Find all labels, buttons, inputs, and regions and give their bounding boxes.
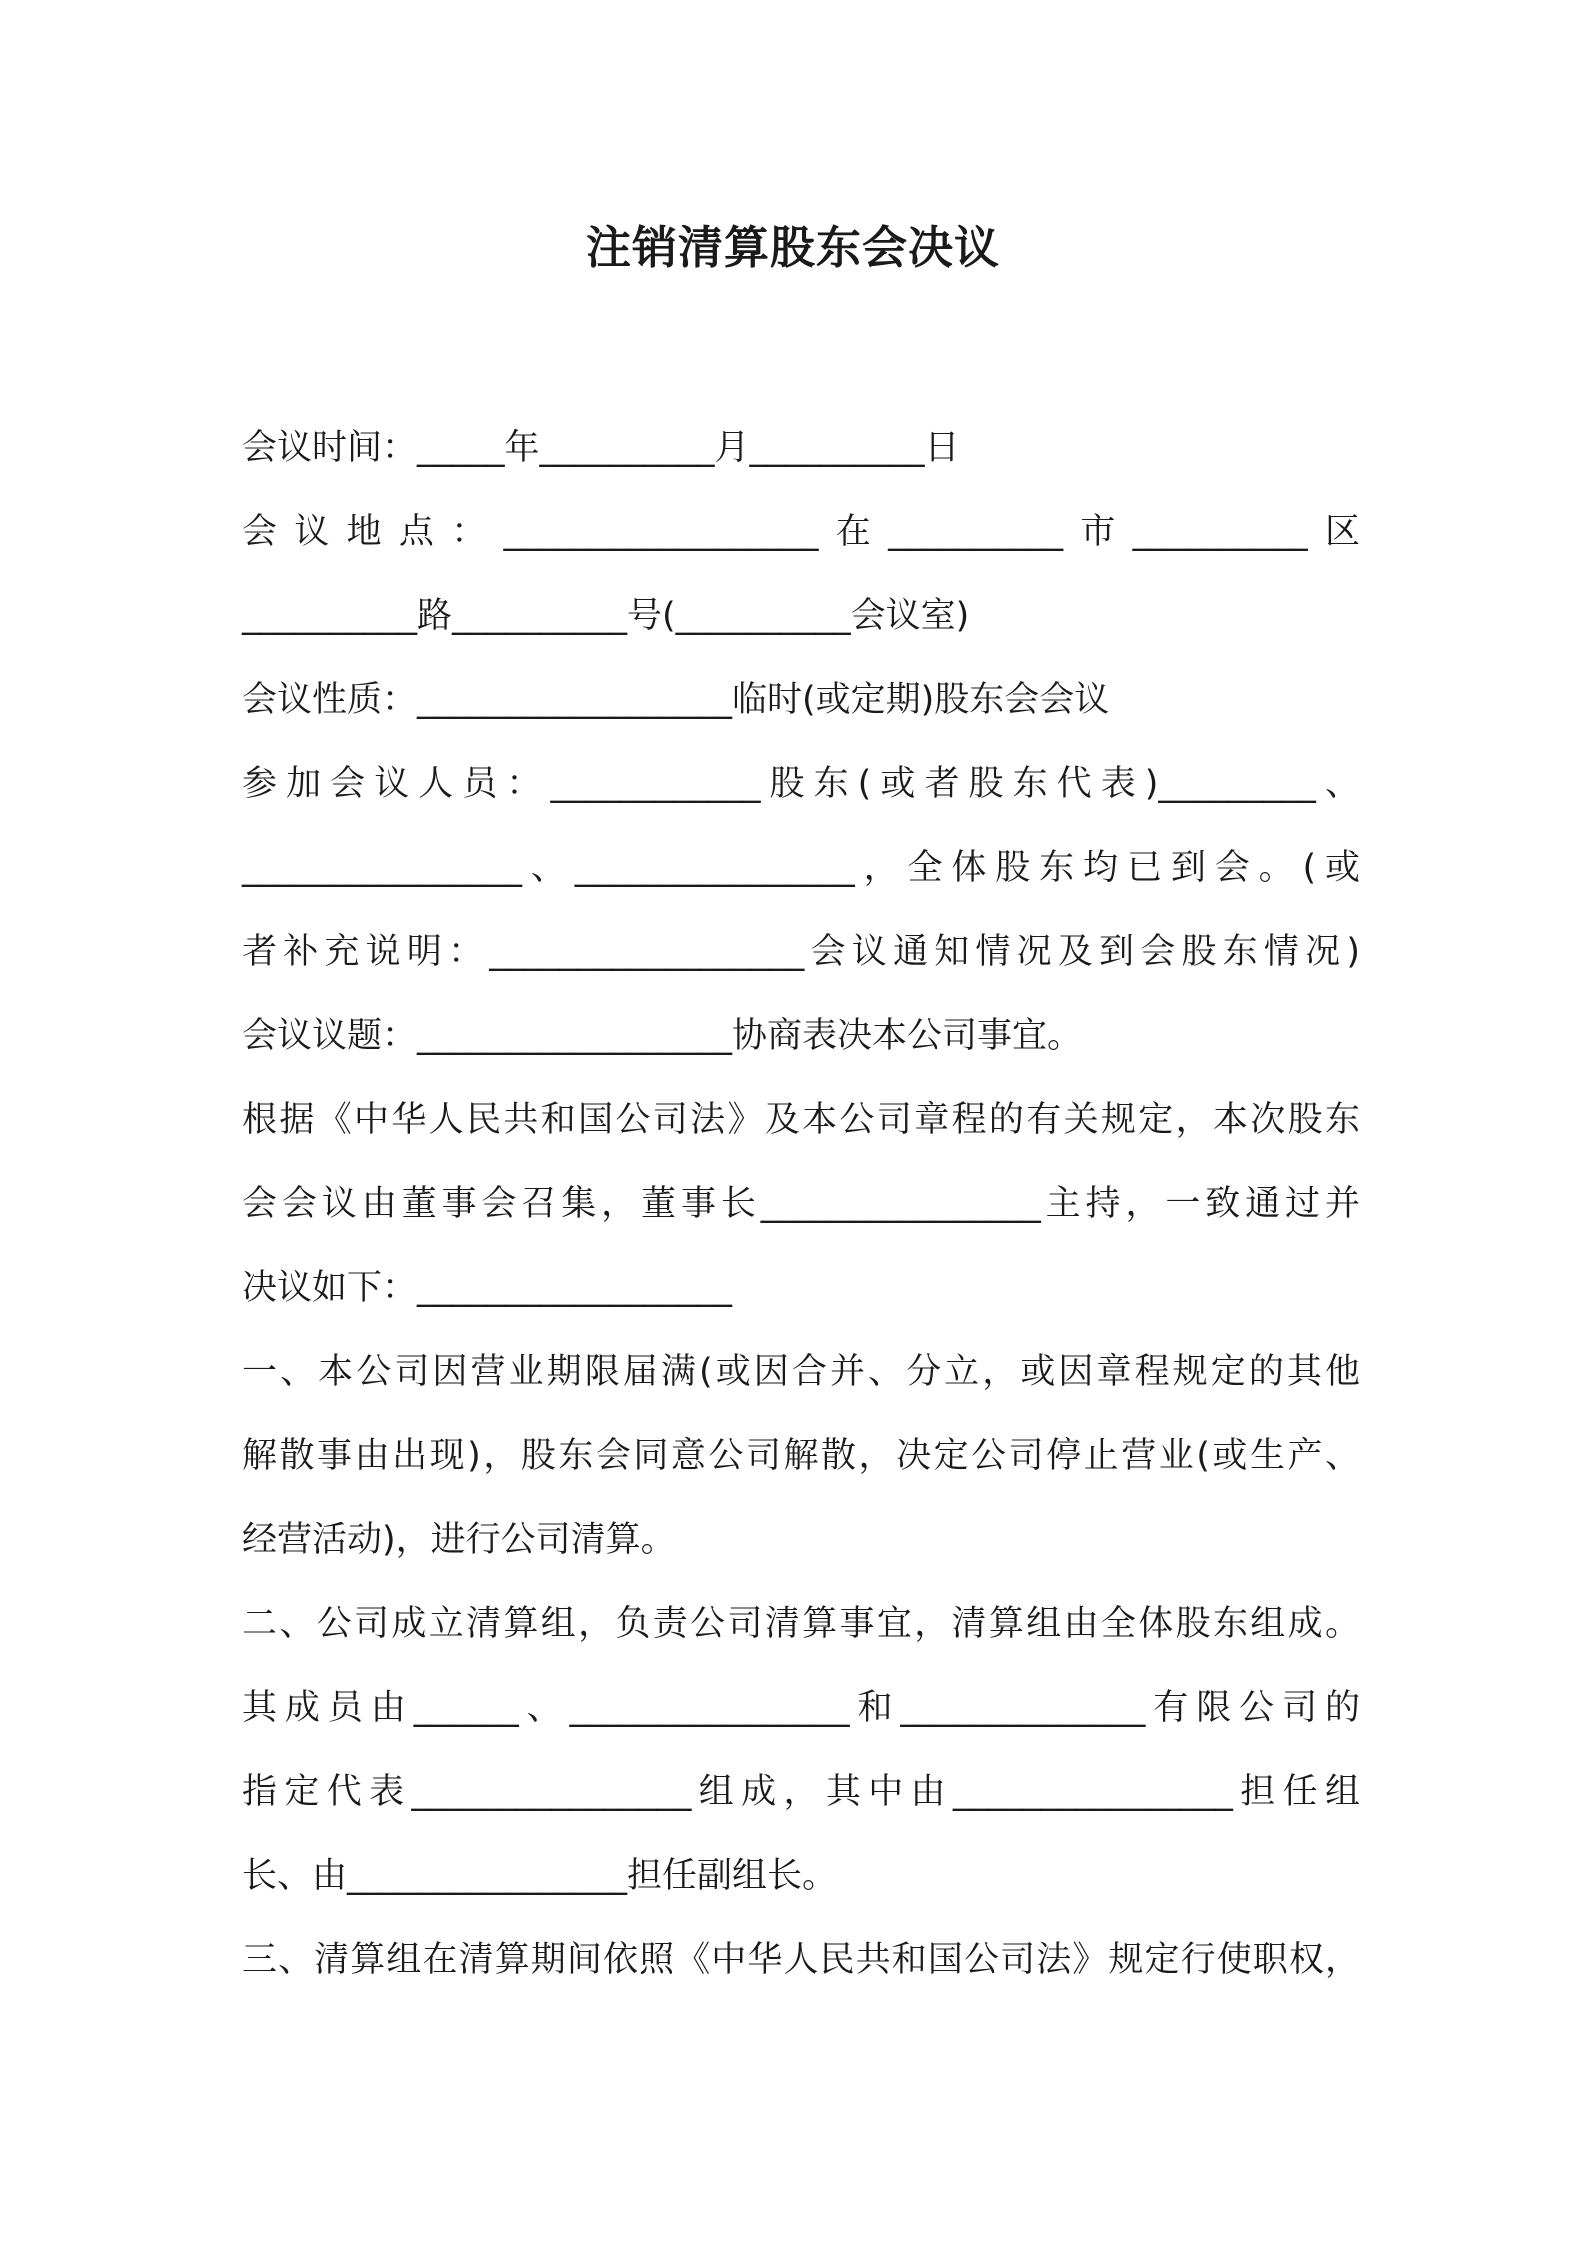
resolution-intro-line: 根据《中华人民共和国公司法》及本公司章程的有关规定，本次股东	[242, 1100, 1360, 1140]
resolution-intro-continued-line: 会会议由董事会召集，董事长________________主持，一致通过并	[242, 1184, 1360, 1224]
meeting-topic-line: 会议议题：__________________协商表决本公司事宜。	[242, 1016, 1083, 1056]
clause-one-continued-line: 解散事由出现)，股东会同意公司解散，决定公司停止营业(或生产、	[242, 1436, 1360, 1476]
supplementary-note-line: 者补充说明：__________________会议通知情况及到会股东情况)	[242, 932, 1360, 972]
clause-two-line: 二、公司成立清算组，负责公司清算事宜，清算组由全体股东组成。	[242, 1604, 1360, 1644]
meeting-nature-line: 会议性质：__________________临时(或定期)股东会会议	[242, 680, 1110, 720]
clause-one-end-line: 经营活动)，进行公司清算。	[242, 1520, 676, 1560]
meeting-location-line: 会议地点：__________________在__________市__________区	[242, 512, 1360, 552]
clause-two-leaders-line: 指定代表________________组成，其中由________________担任组	[242, 1772, 1360, 1812]
resolution-intro-end-line: 决议如下：__________________	[242, 1268, 733, 1308]
clause-three-line: 三、清算组在清算期间依照《中华人民共和国公司法》规定行使职权，	[242, 1940, 1360, 1980]
clause-two-end-line: 长、由________________担任副组长。	[242, 1856, 838, 1896]
document-title: 注销清算股东会决议	[585, 221, 1000, 274]
clause-two-members-line: 其成员由______、________________和______________有限公司的	[242, 1688, 1360, 1728]
meeting-location-continued-line: __________路__________号(__________会议室)	[242, 596, 970, 636]
clause-one-line: 一、本公司因营业期限届满(或因合并、分立，或因章程规定的其他	[242, 1352, 1360, 1392]
attendees-line: 参加会议人员：____________股东(或者股东代表)_________、	[242, 764, 1360, 804]
attendees-continued-line: ________________、________________，全体股东均已到会。(或	[242, 848, 1360, 888]
meeting-time-line: 会议时间：_____年__________月__________日	[242, 428, 960, 468]
document-body	[242, 406, 1360, 2002]
